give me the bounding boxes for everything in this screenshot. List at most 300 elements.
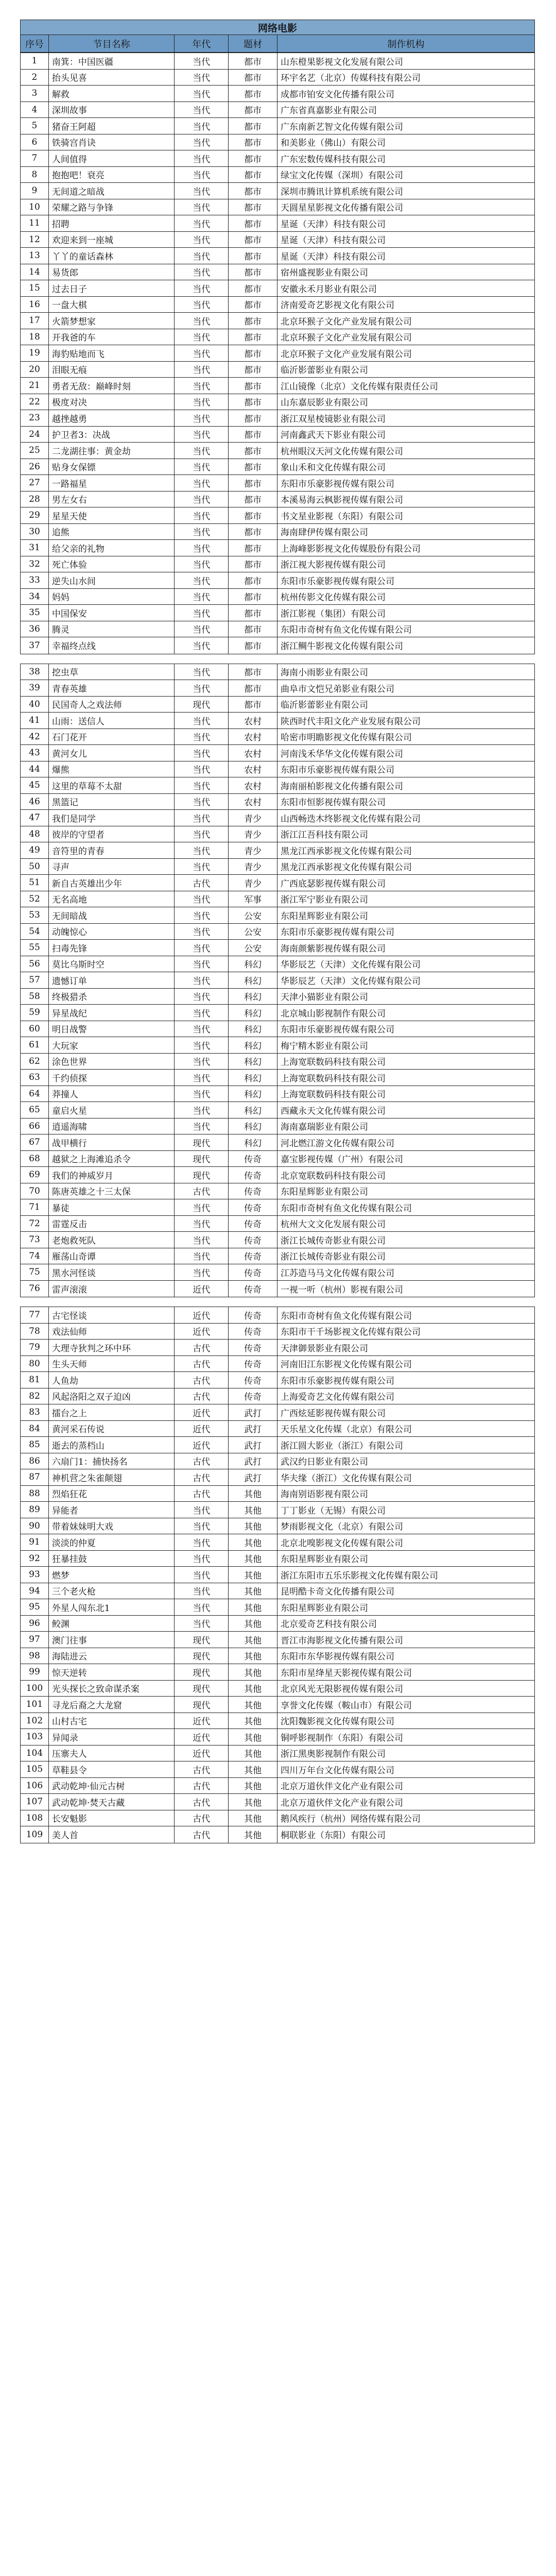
cell-org: 东阳市乐豪影视传媒有限公司 [281,1025,394,1036]
cell-org: 上海宽联数码科技有限公司 [281,1057,386,1068]
table-row [21,1794,534,1810]
cell-era: 当代 [175,1054,229,1070]
cell-name: 无间道之暗战 [49,183,175,199]
cell-no: 100 [21,1681,49,1697]
table-row [21,102,534,118]
section-gap [20,1297,535,1307]
cell-name: 涂色世界 [49,1054,175,1070]
cell-org: 杭州眼汉天河文化传媒有限公司 [281,446,403,457]
cell-name: 逆失山水间 [49,572,175,588]
cell-era: 当代 [175,589,229,605]
cell-theme: 青少 [229,842,277,858]
table-row [21,907,534,924]
cell-name: 人间值得 [49,150,175,166]
cell-name: 无间暗战 [49,907,175,923]
cell-name: 男左女右 [49,492,175,507]
table-row [21,1118,534,1135]
cell-org: 东阳星辉影业有限公司 [281,1603,368,1614]
cell-era: 现代 [175,1697,229,1713]
cell-org: 海南嘉瑞影业有限公司 [281,1122,368,1133]
table-row [21,427,534,443]
cell-theme: 农村 [229,761,277,777]
cell-era: 古代 [175,875,229,891]
cell-theme: 武打 [229,1437,277,1453]
cell-theme: 其他 [229,1794,277,1810]
cell-theme: 其他 [229,1502,277,1518]
cell-no: 102 [21,1713,49,1729]
cell-name: 澳门往事 [49,1632,175,1648]
table-row [21,134,534,151]
table-row [21,1681,534,1697]
cell-theme: 都市 [229,589,277,605]
cell-name: 带着妹妹明大戏 [49,1518,175,1534]
cell-theme: 公安 [229,907,277,923]
cell-theme: 科幻 [229,1021,277,1037]
cell-name: 草鞋县令 [49,1761,175,1777]
cell-no: 49 [21,842,49,858]
cell-theme: 都市 [229,572,277,588]
table-row [21,1648,534,1665]
table-row [21,199,534,216]
cell-name: 逍遥海啸 [49,1118,175,1134]
cell-theme: 都市 [229,183,277,199]
cell-name: 狂暴挂鼓 [49,1551,175,1567]
cell-org: 黑龙江西承影视文化传媒有限公司 [281,862,412,873]
cell-name: 音符里的青春 [49,842,175,858]
cell-org: 西藏永天文化传媒有限公司 [281,1106,386,1116]
table-row [21,443,534,459]
cell-theme: 都市 [229,280,277,296]
cell-name: 擂台之上 [49,1404,175,1420]
cell-name: 寻声 [49,859,175,875]
cell-name: 美人首 [49,1826,175,1843]
cell-theme: 传奇 [229,1167,277,1183]
cell-theme: 都市 [229,664,277,680]
cell-era: 古代 [175,1183,229,1199]
cell-name: 黑篮记 [49,794,175,810]
table-row [21,1469,534,1486]
cell-name: 古宅怪谈 [49,1307,175,1323]
table-section [20,1307,535,1843]
cell-era: 当代 [175,637,229,654]
cell-theme: 都市 [229,53,277,69]
table-row [21,1070,534,1086]
cell-org: 和美影业（佛山）有限公司 [281,138,386,149]
cell-era: 当代 [175,378,229,394]
cell-era: 当代 [175,345,229,361]
table-row [21,215,534,232]
cell-theme: 其他 [229,1583,277,1599]
cell-no: 5 [21,118,49,134]
table-row [21,1567,534,1583]
cell-theme: 都市 [229,507,277,523]
cell-no: 20 [21,362,49,378]
table-row [21,86,534,102]
cell-era: 当代 [175,443,229,459]
table-row [21,1810,534,1827]
cell-era: 当代 [175,540,229,556]
cell-name: 终极猎杀 [49,989,175,1005]
cell-era: 当代 [175,956,229,972]
cell-era: 当代 [175,183,229,199]
cell-no: 72 [21,1216,49,1232]
cell-name: 招聘 [49,215,175,231]
cell-no: 62 [21,1054,49,1070]
cell-org: 梅宁精木影业有限公司 [281,1041,368,1052]
cell-name: 寻龙后裔之大龙窟 [49,1697,175,1713]
cell-name: 黄河女儿 [49,745,175,761]
cell-name: 惊天逆转 [49,1664,175,1680]
cell-theme: 武打 [229,1469,277,1485]
cell-name: 这里的草莓不太甜 [49,777,175,793]
cell-era: 近代 [175,1324,229,1340]
cell-org: 曲阜市文恺兄弟影业有限公司 [281,684,394,694]
cell-name: 暴徒 [49,1199,175,1215]
cell-org: 江山镜像（北京）文化传媒有限责任公司 [281,381,438,392]
table-row [21,362,534,378]
film-table [20,20,535,1843]
cell-no: 2 [21,70,49,86]
cell-name: 二龙湖往事：黄金劫 [49,443,175,459]
cell-org: 北京城山影视制作有限公司 [281,1008,386,1019]
cell-org: 四川万年台文化传媒有限公司 [281,1765,394,1776]
cell-era: 近代 [175,1745,229,1761]
cell-no: 33 [21,572,49,588]
cell-name: 无名高地 [49,891,175,907]
cell-org: 海南丽柏影视文化传播有限公司 [281,781,403,792]
cell-era: 当代 [175,1102,229,1118]
cell-no: 64 [21,1086,49,1102]
cell-theme: 其他 [229,1713,277,1729]
cell-no: 52 [21,891,49,907]
cell-no: 90 [21,1518,49,1534]
table-row [21,1583,534,1600]
table-row [21,280,534,297]
cell-era: 当代 [175,1232,229,1248]
cell-org: 广东宏数传媒科技有限公司 [281,154,386,165]
cell-no: 50 [21,859,49,875]
cell-era: 当代 [175,842,229,858]
table-row [21,1534,534,1551]
cell-name: 火箭梦想家 [49,313,175,329]
cell-era: 古代 [175,1388,229,1404]
table-row [21,745,534,761]
cell-theme: 其他 [229,1810,277,1826]
cell-org: 黑龙江西承影视文化传媒有限公司 [281,846,412,857]
cell-no: 45 [21,777,49,793]
cell-era: 当代 [175,1037,229,1053]
cell-no: 24 [21,427,49,443]
cell-name: 人鱼劫 [49,1372,175,1388]
cell-no: 93 [21,1567,49,1583]
cell-org: 星诞（天津）科技有限公司 [281,219,386,230]
cell-era: 当代 [175,507,229,523]
table-row [21,329,534,346]
table-section [20,53,535,654]
cell-era: 当代 [175,989,229,1005]
cell-era: 当代 [175,53,229,69]
cell-no: 7 [21,150,49,166]
cell-no: 94 [21,1583,49,1599]
table-row [21,410,534,427]
cell-no: 82 [21,1388,49,1404]
cell-no: 66 [21,1118,49,1134]
cell-org: 北京宽联数码科技有限公司 [281,1171,386,1181]
cell-theme: 其他 [229,1599,277,1615]
cell-name: 六扇门1：捕快扬名 [49,1453,175,1469]
cell-org: 杭州大文文化发展有限公司 [281,1219,386,1230]
cell-name: 异能者 [49,1502,175,1518]
cell-theme: 其他 [229,1826,277,1843]
cell-no: 26 [21,459,49,475]
cell-era: 近代 [175,1437,229,1453]
cell-name: 欢迎来到一座城 [49,232,175,248]
table-row [21,1664,534,1681]
cell-era: 当代 [175,410,229,426]
cell-era: 现代 [175,1664,229,1680]
cell-org: 东阳市奇树有鱼文化传媒有限公司 [281,1203,412,1214]
cell-theme: 军事 [229,891,277,907]
cell-name: 遗憾订单 [49,972,175,988]
cell-era: 当代 [175,394,229,410]
cell-org: 绿宝文化传媒（深圳）有限公司 [281,171,403,181]
cell-theme: 都市 [229,167,277,183]
cell-theme: 科幻 [229,1102,277,1118]
cell-theme: 农村 [229,745,277,761]
table-row [21,394,534,411]
cell-era: 当代 [175,524,229,540]
cell-name: 易货郎 [49,264,175,280]
table-row [21,956,534,973]
cell-era: 古代 [175,1356,229,1372]
cell-theme: 传奇 [229,1340,277,1355]
cell-org: 浙江长城传奇影业有限公司 [281,1252,386,1263]
table-row [21,1264,534,1281]
cell-era: 当代 [175,427,229,443]
cell-no: 65 [21,1102,49,1118]
cell-name: 外星人闯东北1 [49,1599,175,1615]
cell-era: 古代 [175,1469,229,1485]
cell-theme: 青少 [229,875,277,891]
table-row [21,1307,534,1324]
table-row [21,1216,534,1232]
table-row [21,794,534,810]
cell-theme: 都市 [229,232,277,248]
cell-name: 爆熊 [49,761,175,777]
cell-org: 上海峰影影视文化传媒股份有限公司 [281,544,421,554]
cell-theme: 科幻 [229,1118,277,1134]
cell-no: 107 [21,1794,49,1810]
cell-no: 23 [21,410,49,426]
table-row [21,1599,534,1616]
cell-no: 18 [21,329,49,345]
cell-org: 东阳星辉影业有限公司 [281,1554,368,1565]
cell-org: 本溪易海云枫影视传媒有限公司 [281,495,403,506]
table-row [21,1421,534,1437]
cell-theme: 都市 [229,443,277,459]
cell-era: 当代 [175,329,229,345]
cell-era: 古代 [175,1794,229,1810]
cell-org: 天圆星星影视文化传播有限公司 [281,203,403,214]
cell-theme: 都市 [229,102,277,118]
cell-theme: 都市 [229,427,277,443]
cell-no: 55 [21,940,49,956]
cell-theme: 都市 [229,540,277,556]
cell-name: 山雨：送信人 [49,713,175,728]
table-row [21,1778,534,1794]
cell-theme: 其他 [229,1745,277,1761]
cell-era: 当代 [175,729,229,745]
cell-theme: 武打 [229,1404,277,1420]
cell-era: 当代 [175,1264,229,1280]
cell-name: 异闻录 [49,1729,175,1745]
cell-name: 莫比乌斯时空 [49,956,175,972]
cell-theme: 其他 [229,1551,277,1567]
cell-org: 海南肆伊传媒有限公司 [281,528,368,538]
cell-org: 海南颜紫影视传媒有限公司 [281,943,386,954]
cell-era: 当代 [175,1567,229,1583]
cell-era: 近代 [175,1713,229,1729]
cell-org: 浙江东阳市五乐乐影视文化传媒有限公司 [281,1570,438,1581]
table-row [21,1697,534,1713]
cell-no: 3 [21,86,49,101]
cell-org: 鹅风疾行（杭州）网络传媒有限公司 [281,1814,421,1825]
header-org: 制作机构 [387,39,425,50]
cell-no: 10 [21,199,49,215]
cell-name: 猪奋王阿超 [49,118,175,134]
cell-name: 武动乾坤·仙元古树 [49,1778,175,1794]
table-row [21,150,534,167]
cell-era: 当代 [175,264,229,280]
cell-theme: 其他 [229,1534,277,1550]
cell-no: 87 [21,1469,49,1485]
cell-theme: 其他 [229,1486,277,1502]
cell-org: 成都市铂安文化传播有限公司 [281,89,394,100]
table-row [21,1005,534,1021]
cell-era: 古代 [175,1453,229,1469]
cell-no: 38 [21,664,49,680]
cell-theme: 都市 [229,345,277,361]
cell-org: 浙江鲷牛影视文化传媒有限公司 [281,641,403,652]
cell-theme: 青少 [229,859,277,875]
cell-org: 山东橙果影视文化发展有限公司 [281,57,403,67]
header-theme: 题材 [229,35,277,52]
cell-theme: 农村 [229,777,277,793]
cell-no: 96 [21,1616,49,1632]
cell-era: 现代 [175,1681,229,1697]
table-row [21,989,534,1005]
cell-org: 昆明酷卡奇文化传播有限公司 [281,1587,394,1598]
cell-era: 当代 [175,761,229,777]
cell-no: 4 [21,102,49,118]
cell-era: 现代 [175,1632,229,1648]
cell-theme: 公安 [229,940,277,956]
cell-era: 当代 [175,86,229,101]
cell-era: 当代 [175,713,229,728]
cell-theme: 其他 [229,1761,277,1777]
table-row [21,1340,534,1356]
cell-era: 当代 [175,199,229,215]
cell-era: 现代 [175,1167,229,1183]
cell-era: 近代 [175,1404,229,1420]
cell-theme: 科幻 [229,1054,277,1070]
cell-org: 浙江军宁影业有限公司 [281,895,368,906]
cell-name: 童启火星 [49,1102,175,1118]
cell-org: 广西底瑟影视传媒有限公司 [281,878,386,889]
cell-org: 丁丁影业（无锡）有限公司 [281,1505,386,1516]
cell-org: 宿州盛视影业有限公司 [281,268,368,279]
cell-org: 河南鑫武天下影业有限公司 [281,430,386,441]
cell-no: 57 [21,972,49,988]
table-body [20,53,535,1843]
cell-org: 浙江圆大影业（浙江）有限公司 [281,1440,403,1451]
cell-no: 9 [21,183,49,199]
table-row [21,875,534,891]
cell-org: 北京北嗅影视文化传媒有限公司 [281,1538,403,1549]
cell-no: 53 [21,907,49,923]
cell-name: 压寨夫人 [49,1745,175,1761]
cell-era: 古代 [175,1761,229,1777]
table-row [21,1388,534,1405]
cell-era: 当代 [175,118,229,134]
cell-theme: 科幻 [229,1005,277,1021]
cell-no: 28 [21,492,49,507]
cell-theme: 都市 [229,459,277,475]
table-row [21,891,534,908]
table-row [21,70,534,86]
cell-era: 当代 [175,313,229,329]
cell-name: 鲛渊 [49,1616,175,1632]
cell-theme: 都市 [229,264,277,280]
cell-era: 当代 [175,492,229,507]
cell-theme: 传奇 [229,1199,277,1215]
cell-theme: 其他 [229,1567,277,1583]
cell-no: 86 [21,1453,49,1469]
table-row [21,972,534,989]
cell-name: 泪眼无痕 [49,362,175,378]
cell-era: 当代 [175,680,229,696]
cell-org: 浙江黑奥影视制作有限公司 [281,1749,386,1760]
table-row [21,1167,534,1183]
cell-no: 16 [21,297,49,313]
cell-org: 山西畅迭木终影视文化传媒有限公司 [281,814,421,824]
cell-name: 逝去的蒸档山 [49,1437,175,1453]
cell-org: 河南浅禾华华文化传媒有限公司 [281,749,403,759]
cell-org: 东阳星辉影业有限公司 [281,911,368,922]
cell-era: 近代 [175,1421,229,1437]
table-row [21,621,534,638]
cell-no: 59 [21,1005,49,1021]
cell-org: 北京万道伙伴文化产业有限公司 [281,1782,403,1792]
cell-no: 74 [21,1248,49,1264]
cell-era: 当代 [175,1118,229,1134]
cell-org: 东阳星辉影业有限公司 [281,1187,368,1198]
cell-era: 当代 [175,1005,229,1021]
table-row [21,1518,534,1535]
cell-org: 济南爱奇艺影视文化有限公司 [281,300,394,311]
table-row [21,697,534,713]
cell-no: 43 [21,745,49,761]
table-row [21,924,534,940]
cell-theme: 都市 [229,524,277,540]
cell-no: 101 [21,1697,49,1713]
cell-org: 山东嘉辰影业有限公司 [281,398,368,409]
cell-era: 当代 [175,859,229,875]
cell-era: 当代 [175,972,229,988]
cell-no: 48 [21,826,49,842]
table-row [21,1021,534,1038]
table-row [21,680,534,697]
